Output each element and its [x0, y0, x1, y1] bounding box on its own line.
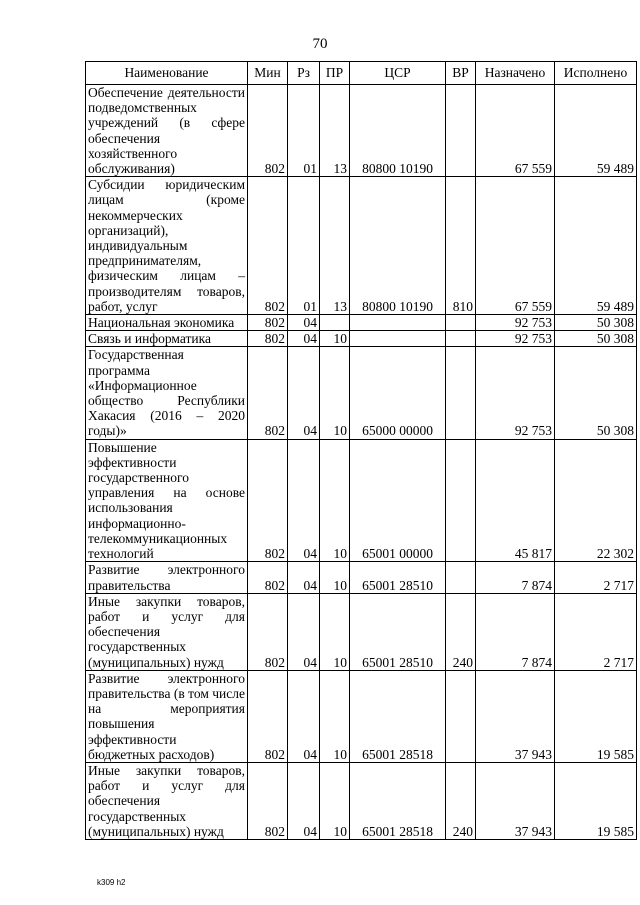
row-name: Развитие электронного правительства (в том числе на мероприятия повышения эффективности бюджетных расходов): [86, 670, 248, 762]
row-assigned: 67 559: [476, 177, 555, 315]
table-row: [86, 347, 637, 439]
table-header: [86, 62, 637, 85]
table-body: [86, 85, 637, 840]
row-name: Связь и информатика: [86, 331, 248, 347]
row-rz: 04: [288, 670, 320, 762]
row-csr: 80800 10190: [350, 85, 446, 177]
row-min: 802: [248, 439, 288, 562]
row-rz: 04: [288, 762, 320, 839]
row-executed: 19 585: [555, 670, 637, 762]
row-executed: 19 585: [555, 762, 637, 839]
header-min: Мин: [248, 62, 288, 85]
row-rz: 04: [288, 593, 320, 670]
row-name: Национальная экономика: [86, 315, 248, 331]
row-min: 802: [248, 562, 288, 593]
row-min: 802: [248, 331, 288, 347]
row-csr: 65001 28518: [350, 670, 446, 762]
row-min: 802: [248, 315, 288, 331]
header-vr: ВР: [446, 62, 476, 85]
row-name: Иные закупки товаров, работ и услуг для обеспечения государственных (муниципальных) нужд: [86, 593, 248, 670]
table-row: [86, 315, 637, 331]
row-name: Субсидии юридическим лицам (кроме некоммерческих организаций), индивидуальным предпринимателям, физическим лицам – производителям товаров, работ, услуг: [86, 177, 248, 315]
row-pr: 10: [320, 331, 350, 347]
row-name: Обеспечение деятельности подведомственных учреждений (в сфере обеспечения хозяйственного обслуживания): [86, 85, 248, 177]
row-min: 802: [248, 85, 288, 177]
row-pr: [320, 315, 350, 331]
row-vr: 240: [446, 593, 476, 670]
page-number: 70: [312, 36, 328, 52]
row-name: Развитие электронного правительства: [86, 562, 248, 593]
row-assigned: 7 874: [476, 562, 555, 593]
row-csr: 80800 10190: [350, 177, 446, 315]
table-row: [86, 670, 637, 762]
row-name: Повышение эффективности государственного управления на основе использования информационно-телекоммуникационных технологий: [86, 439, 248, 562]
row-executed: 2 717: [555, 562, 637, 593]
row-csr: 65001 28518: [350, 762, 446, 839]
row-vr: [446, 315, 476, 331]
row-assigned: 92 753: [476, 315, 555, 331]
row-csr: 65001 00000: [350, 439, 446, 562]
row-assigned: 37 943: [476, 762, 555, 839]
row-vr: [446, 331, 476, 347]
row-rz: 04: [288, 315, 320, 331]
row-executed: 50 308: [555, 315, 637, 331]
row-assigned: 67 559: [476, 85, 555, 177]
row-pr: 10: [320, 562, 350, 593]
row-assigned: 37 943: [476, 670, 555, 762]
row-csr: [350, 315, 446, 331]
row-rz: 04: [288, 347, 320, 439]
row-executed: 59 489: [555, 177, 637, 315]
row-csr: 65001 28510: [350, 562, 446, 593]
row-vr: [446, 439, 476, 562]
row-pr: 13: [320, 177, 350, 315]
row-csr: [350, 331, 446, 347]
row-vr: [446, 670, 476, 762]
row-min: 802: [248, 177, 288, 315]
row-pr: 10: [320, 593, 350, 670]
row-rz: 04: [288, 331, 320, 347]
row-vr: 240: [446, 762, 476, 839]
row-executed: 22 302: [555, 439, 637, 562]
row-csr: 65000 00000: [350, 347, 446, 439]
header-executed: Исполнено: [555, 62, 637, 85]
row-vr: [446, 562, 476, 593]
row-vr: [446, 85, 476, 177]
footer-code: k309 h2: [97, 878, 126, 887]
row-pr: 10: [320, 762, 350, 839]
row-min: 802: [248, 762, 288, 839]
table-row: [86, 177, 637, 315]
table-row: [86, 762, 637, 839]
row-assigned: 7 874: [476, 593, 555, 670]
row-executed: 2 717: [555, 593, 637, 670]
row-rz: 04: [288, 439, 320, 562]
row-rz: 04: [288, 562, 320, 593]
row-csr: 65001 28510: [350, 593, 446, 670]
row-assigned: 92 753: [476, 347, 555, 439]
table-row: [86, 85, 637, 177]
budget-table: [85, 61, 637, 840]
header-pr: ПР: [320, 62, 350, 85]
row-min: 802: [248, 670, 288, 762]
header-assigned: Назначено: [476, 62, 555, 85]
row-min: 802: [248, 347, 288, 439]
table-row: [86, 562, 637, 593]
table-row: [86, 331, 637, 347]
row-assigned: 92 753: [476, 331, 555, 347]
header-name: Наименование: [86, 62, 248, 85]
row-vr: [446, 347, 476, 439]
table-row: [86, 593, 637, 670]
header-csr: ЦСР: [350, 62, 446, 85]
header-row: [86, 62, 637, 85]
row-name: Иные закупки товаров, работ и услуг для обеспечения государственных (муниципальных) нужд: [86, 762, 248, 839]
row-rz: 01: [288, 177, 320, 315]
row-name: Государственная программа «Информационное общество Республики Хакасия (2016 – 2020 годы)»: [86, 347, 248, 439]
row-pr: 13: [320, 85, 350, 177]
row-assigned: 45 817: [476, 439, 555, 562]
row-pr: 10: [320, 439, 350, 562]
row-executed: 50 308: [555, 331, 637, 347]
row-executed: 50 308: [555, 347, 637, 439]
row-pr: 10: [320, 670, 350, 762]
row-executed: 59 489: [555, 85, 637, 177]
row-vr: 810: [446, 177, 476, 315]
header-rz: Рз: [288, 62, 320, 85]
row-min: 802: [248, 593, 288, 670]
row-rz: 01: [288, 85, 320, 177]
row-pr: 10: [320, 347, 350, 439]
table-row: [86, 439, 637, 562]
